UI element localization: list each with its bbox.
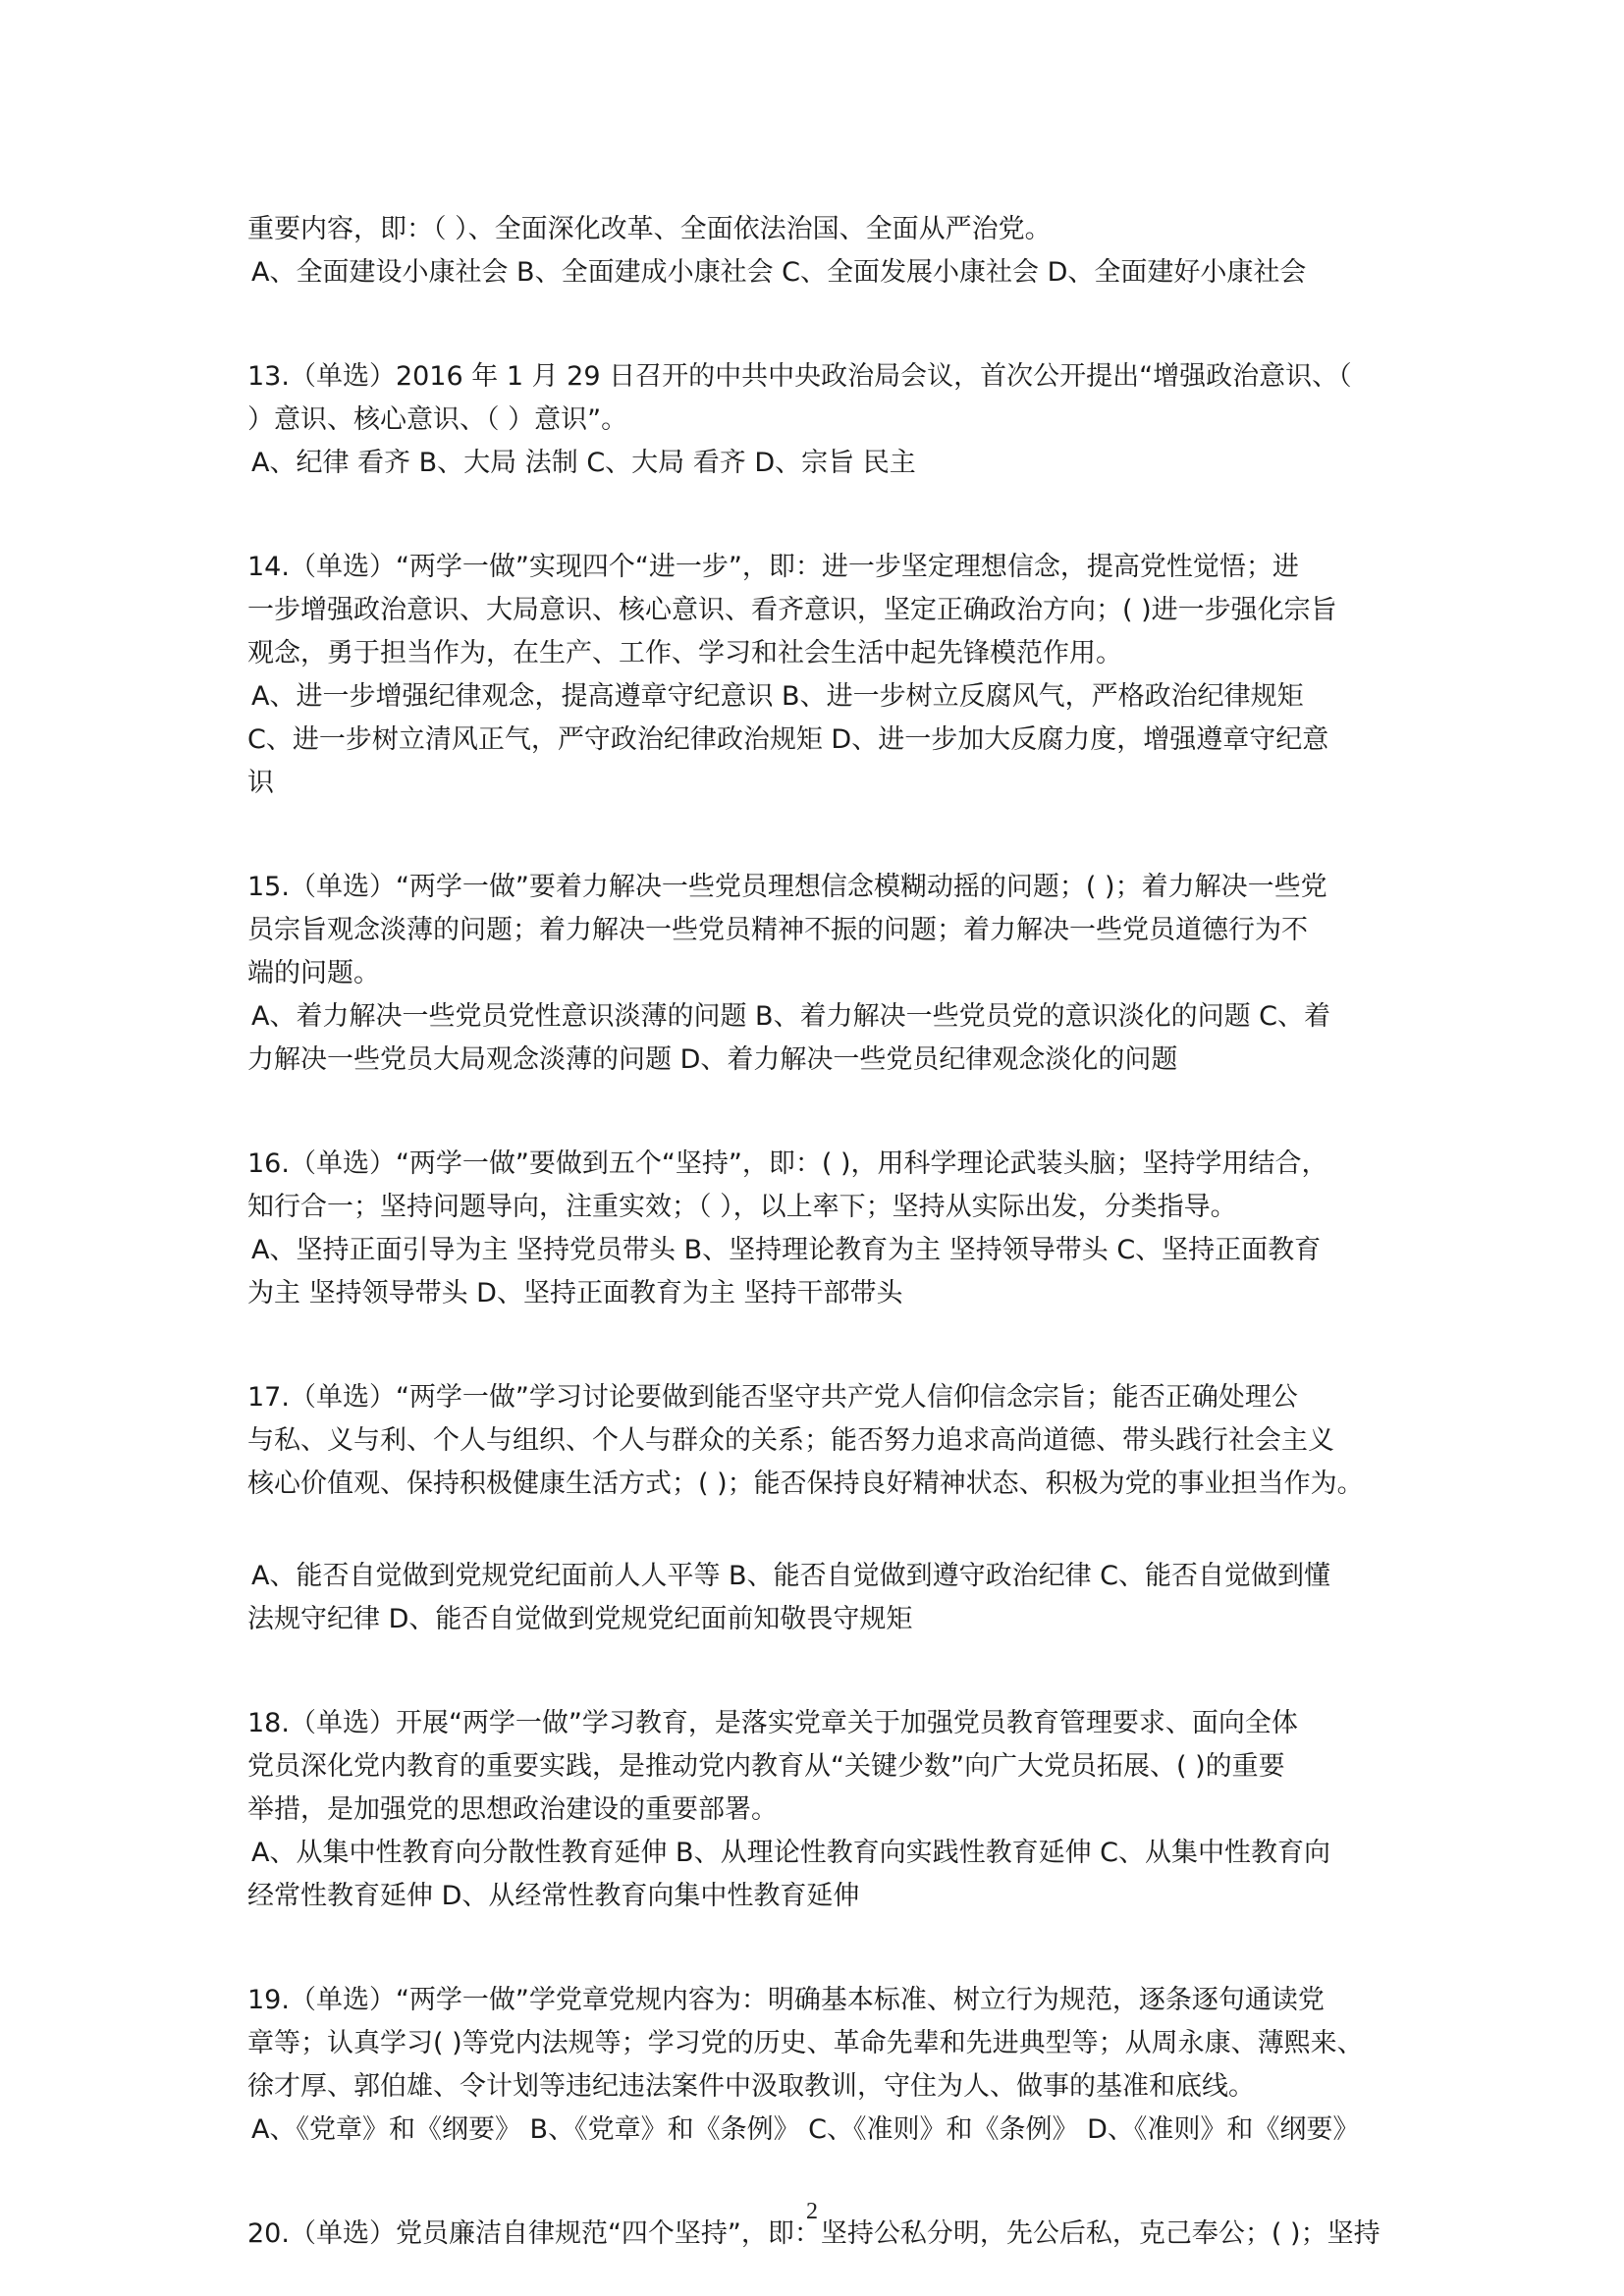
question-text-line: 16.（单选）“两学一做”要做到五个“坚持”，即：( )，用科学理论武装头脑；坚持学用结合， xyxy=(247,1148,1328,1179)
page-number: 2 xyxy=(806,2199,818,2224)
answer-options-line: 法规守纪律 D、能否自觉做到党规党纪面前知敬畏守规矩 xyxy=(247,1604,913,1634)
spacer xyxy=(247,1315,1386,1376)
question-text-line: 一步增强政治意识、大局意识、核心意识、看齐意识，坚定正确政治方向；( )进一步强化宗旨 xyxy=(247,595,1337,625)
spacer xyxy=(247,805,1386,866)
question-text-line: 13.（单选）2016 年 1 月 29 日召开的中共中央政治局会议，首次公开提出“增强政治意识、（ xyxy=(247,361,1352,392)
answer-options-line: C、进一步树立清风正气，严守政治纪律政治规矩 D、进一步加大反腐力度，增强遵章守纪意 xyxy=(247,724,1329,755)
question-text-line: 14.（单选）“两学一做”实现四个“进一步”，即：进一步坚定理想信念，提高党性觉悟；进 xyxy=(247,552,1299,582)
question-text-line: 章等；认真学习( )等党内法规等；学习党的历史、革命先辈和先进典型等；从周永康、薄熙来、 xyxy=(247,2028,1364,2058)
spacer xyxy=(247,1641,1386,1702)
question-15 xyxy=(247,866,1386,1082)
answer-options-line: A、全面建设小康社会 B、全面建成小康社会 C、全面发展小康社会 D、全面建好小康社会 xyxy=(251,257,1307,288)
question-text-line: 徐才厚、郭伯雄、令计划等违纪违法案件中汲取教训，守住为人、做事的基准和底线。 xyxy=(247,2071,1255,2102)
question-text-line: 观念，勇于担当作为，在生产、工作、学习和社会生活中起先锋模范作用。 xyxy=(247,638,1122,668)
question-18 xyxy=(247,1702,1386,1918)
spacer xyxy=(247,294,1386,355)
question-text-line: 17.（单选）“两学一做”学习讨论要做到能否坚守共产党人信仰信念宗旨；能否正确处理公 xyxy=(247,1382,1298,1413)
question-text-line: 员宗旨观念淡薄的问题；着力解决一些党员精神不振的问题；着力解决一些党员道德行为不 xyxy=(247,915,1308,945)
answer-options-line: 为主 坚持领导带头 D、坚持正面教育为主 坚持干部带头 xyxy=(247,1278,903,1308)
question-text-line: 端的问题。 xyxy=(247,958,380,988)
answer-options-line: 识 xyxy=(247,768,274,798)
answer-options-line: A、纪律 看齐 B、大局 法制 C、大局 看齐 D、宗旨 民主 xyxy=(251,448,916,478)
question-text-line: ）意识、核心意识、（ ）意识”。 xyxy=(247,404,628,435)
answer-options-line: A、坚持正面引导为主 坚持党员带头 B、坚持理论教育为主 坚持领导带头 C、坚持正面教育 xyxy=(251,1235,1322,1265)
question-19 xyxy=(247,1979,1386,2152)
page-body xyxy=(247,208,1386,2256)
question-14 xyxy=(247,546,1386,805)
question-text-line: 18.（单选）开展“两学一做”学习教育，是落实党章关于加强党员教育管理要求、面向全体 xyxy=(247,1708,1298,1738)
question-text-line: 19.（单选）“两学一做”学党章党规内容为：明确基本标准、树立行为规范，逐条逐句通读党 xyxy=(247,1985,1325,2015)
spacer xyxy=(247,485,1386,546)
question-text-line: 20.（单选）党员廉洁自律规范“四个坚持”，即：坚持公私分明，先公后私，克己奉公；( )；坚持 xyxy=(247,2218,1380,2249)
question-text-line: 15.（单选）“两学一做”要着力解决一些党员理想信念模糊动摇的问题；( )；着力解决一些党 xyxy=(247,872,1327,902)
answer-options-line: 经常性教育延伸 D、从经常性教育向集中性教育延伸 xyxy=(247,1881,860,1911)
question-text-line: 与私、义与利、个人与组织、个人与群众的关系；能否努力追求高尚道德、带头践行社会主义 xyxy=(247,1425,1334,1456)
question-text-line: 党员深化党内教育的重要实践，是推动党内教育从“关键少数”向广大党员拓展、( )的重要 xyxy=(247,1751,1285,1782)
question-text-line: 核心价值观、保持积极健康生活方式；( )；能否保持良好精神状态、积极为党的事业担当作为。 xyxy=(247,1468,1364,1499)
answer-options-line: A、从集中性教育向分散性教育延伸 B、从理论性教育向实践性教育延伸 C、从集中性教育向 xyxy=(251,1838,1331,1868)
answer-options-line: 力解决一些党员大局观念淡薄的问题 D、着力解决一些党员纪律观念淡化的问题 xyxy=(247,1044,1178,1075)
answer-options-line: A、着力解决一些党员党性意识淡薄的问题 B、着力解决一些党员党的意识淡化的问题 C、着 xyxy=(251,1001,1331,1032)
question-17 xyxy=(247,1376,1386,1641)
question-text-line: 举措，是加强党的思想政治建设的重要部署。 xyxy=(247,1794,778,1825)
answer-options-line: A、能否自觉做到党规党纪面前人人平等 B、能否自觉做到遵守政治纪律 C、能否自觉做到懂 xyxy=(251,1561,1331,1591)
answer-options-line: A、《党章》和《纲要》 B、《党章》和《条例》 C、《准则》和《条例》 D、《准则》和《纲要》 xyxy=(251,2114,1360,2145)
answer-options-line: A、进一步增强纪律观念，提高遵章守纪意识 B、进一步树立反腐风气，严格政治纪律规矩 xyxy=(251,681,1304,712)
question-12 xyxy=(247,208,1386,294)
question-16 xyxy=(247,1143,1386,1315)
spacer xyxy=(247,1918,1386,1979)
question-text-line: 知行合一；坚持问题导向，注重实效；（ ），以上率下；坚持从实际出发，分类指导。 xyxy=(247,1192,1237,1222)
question-text-line: 重要内容，即：（ ）、全面深化改革、全面依法治国、全面从严治党。 xyxy=(247,214,1052,244)
spacer xyxy=(247,1082,1386,1143)
question-13 xyxy=(247,355,1386,485)
spacer xyxy=(247,1506,1386,1555)
